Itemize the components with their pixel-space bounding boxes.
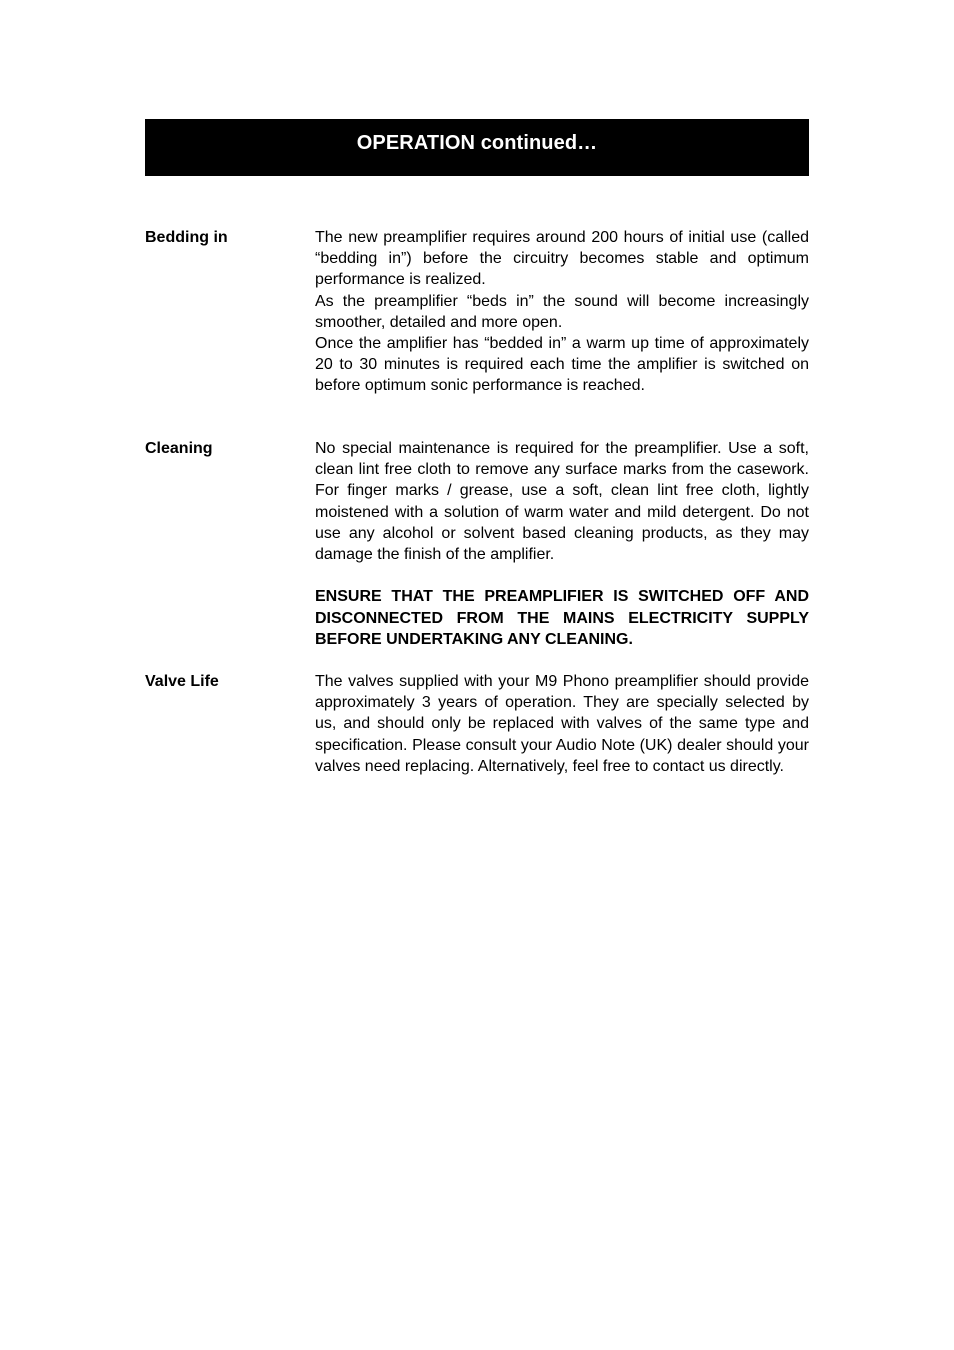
paragraph: The new preamplifier requires around 200 hours of initial use (called “bedding in”) before the circuitry becomes stable and optimum performance is realized. bbox=[315, 229, 809, 289]
page-title: OPERATION continued… bbox=[356, 132, 598, 154]
paragraph: Once the amplifier has “bedded in” a warm up time of approximately 20 to 30 minutes is required each time the amplifier is switched on before optimum sonic performance is reached. bbox=[315, 335, 809, 395]
paragraph: No special maintenance is required for the preamplifier. Use a soft, clean lint free cloth to remove any surface marks from the casework. For finger marks / grease, use a soft, clean lint free cloth, lightly moistened with a solution of warm water and mild detergent. Do not use any alcohol or solvent based cleaning products, as they may damage the finish of the amplifier. bbox=[315, 440, 809, 564]
paragraph: The valves supplied with your M9 Phono preamplifier should provide approximately 3 years of operation. They are specially selected by us, and should only be replaced with valves of the same type and specification. Please consult your Audio Note (UK) dealer should your valves need replacing. Alternatively, feel free to contact us directly. bbox=[315, 673, 809, 775]
section-body-cleaning bbox=[315, 438, 809, 650]
cleaning-warning: ENSURE THAT THE PREAMPLIFIER IS SWITCHED OFF AND DISCONNECTED FROM THE MAINS ELECTRICITY SUPPLY BEFORE UNDERTAKING ANY CLEANING. bbox=[315, 588, 809, 648]
section-body-bedding-in bbox=[315, 227, 809, 397]
paragraph: As the preamplifier “beds in” the sound will become increasingly smoother, detailed and more open. bbox=[315, 292, 809, 331]
section-body-valve-life bbox=[315, 671, 809, 777]
section-label-cleaning: Cleaning bbox=[145, 440, 213, 457]
section-header-bar bbox=[145, 119, 809, 176]
section-label-valve-life: Valve Life bbox=[145, 673, 219, 690]
section-label-bedding-in: Bedding in bbox=[145, 229, 228, 246]
